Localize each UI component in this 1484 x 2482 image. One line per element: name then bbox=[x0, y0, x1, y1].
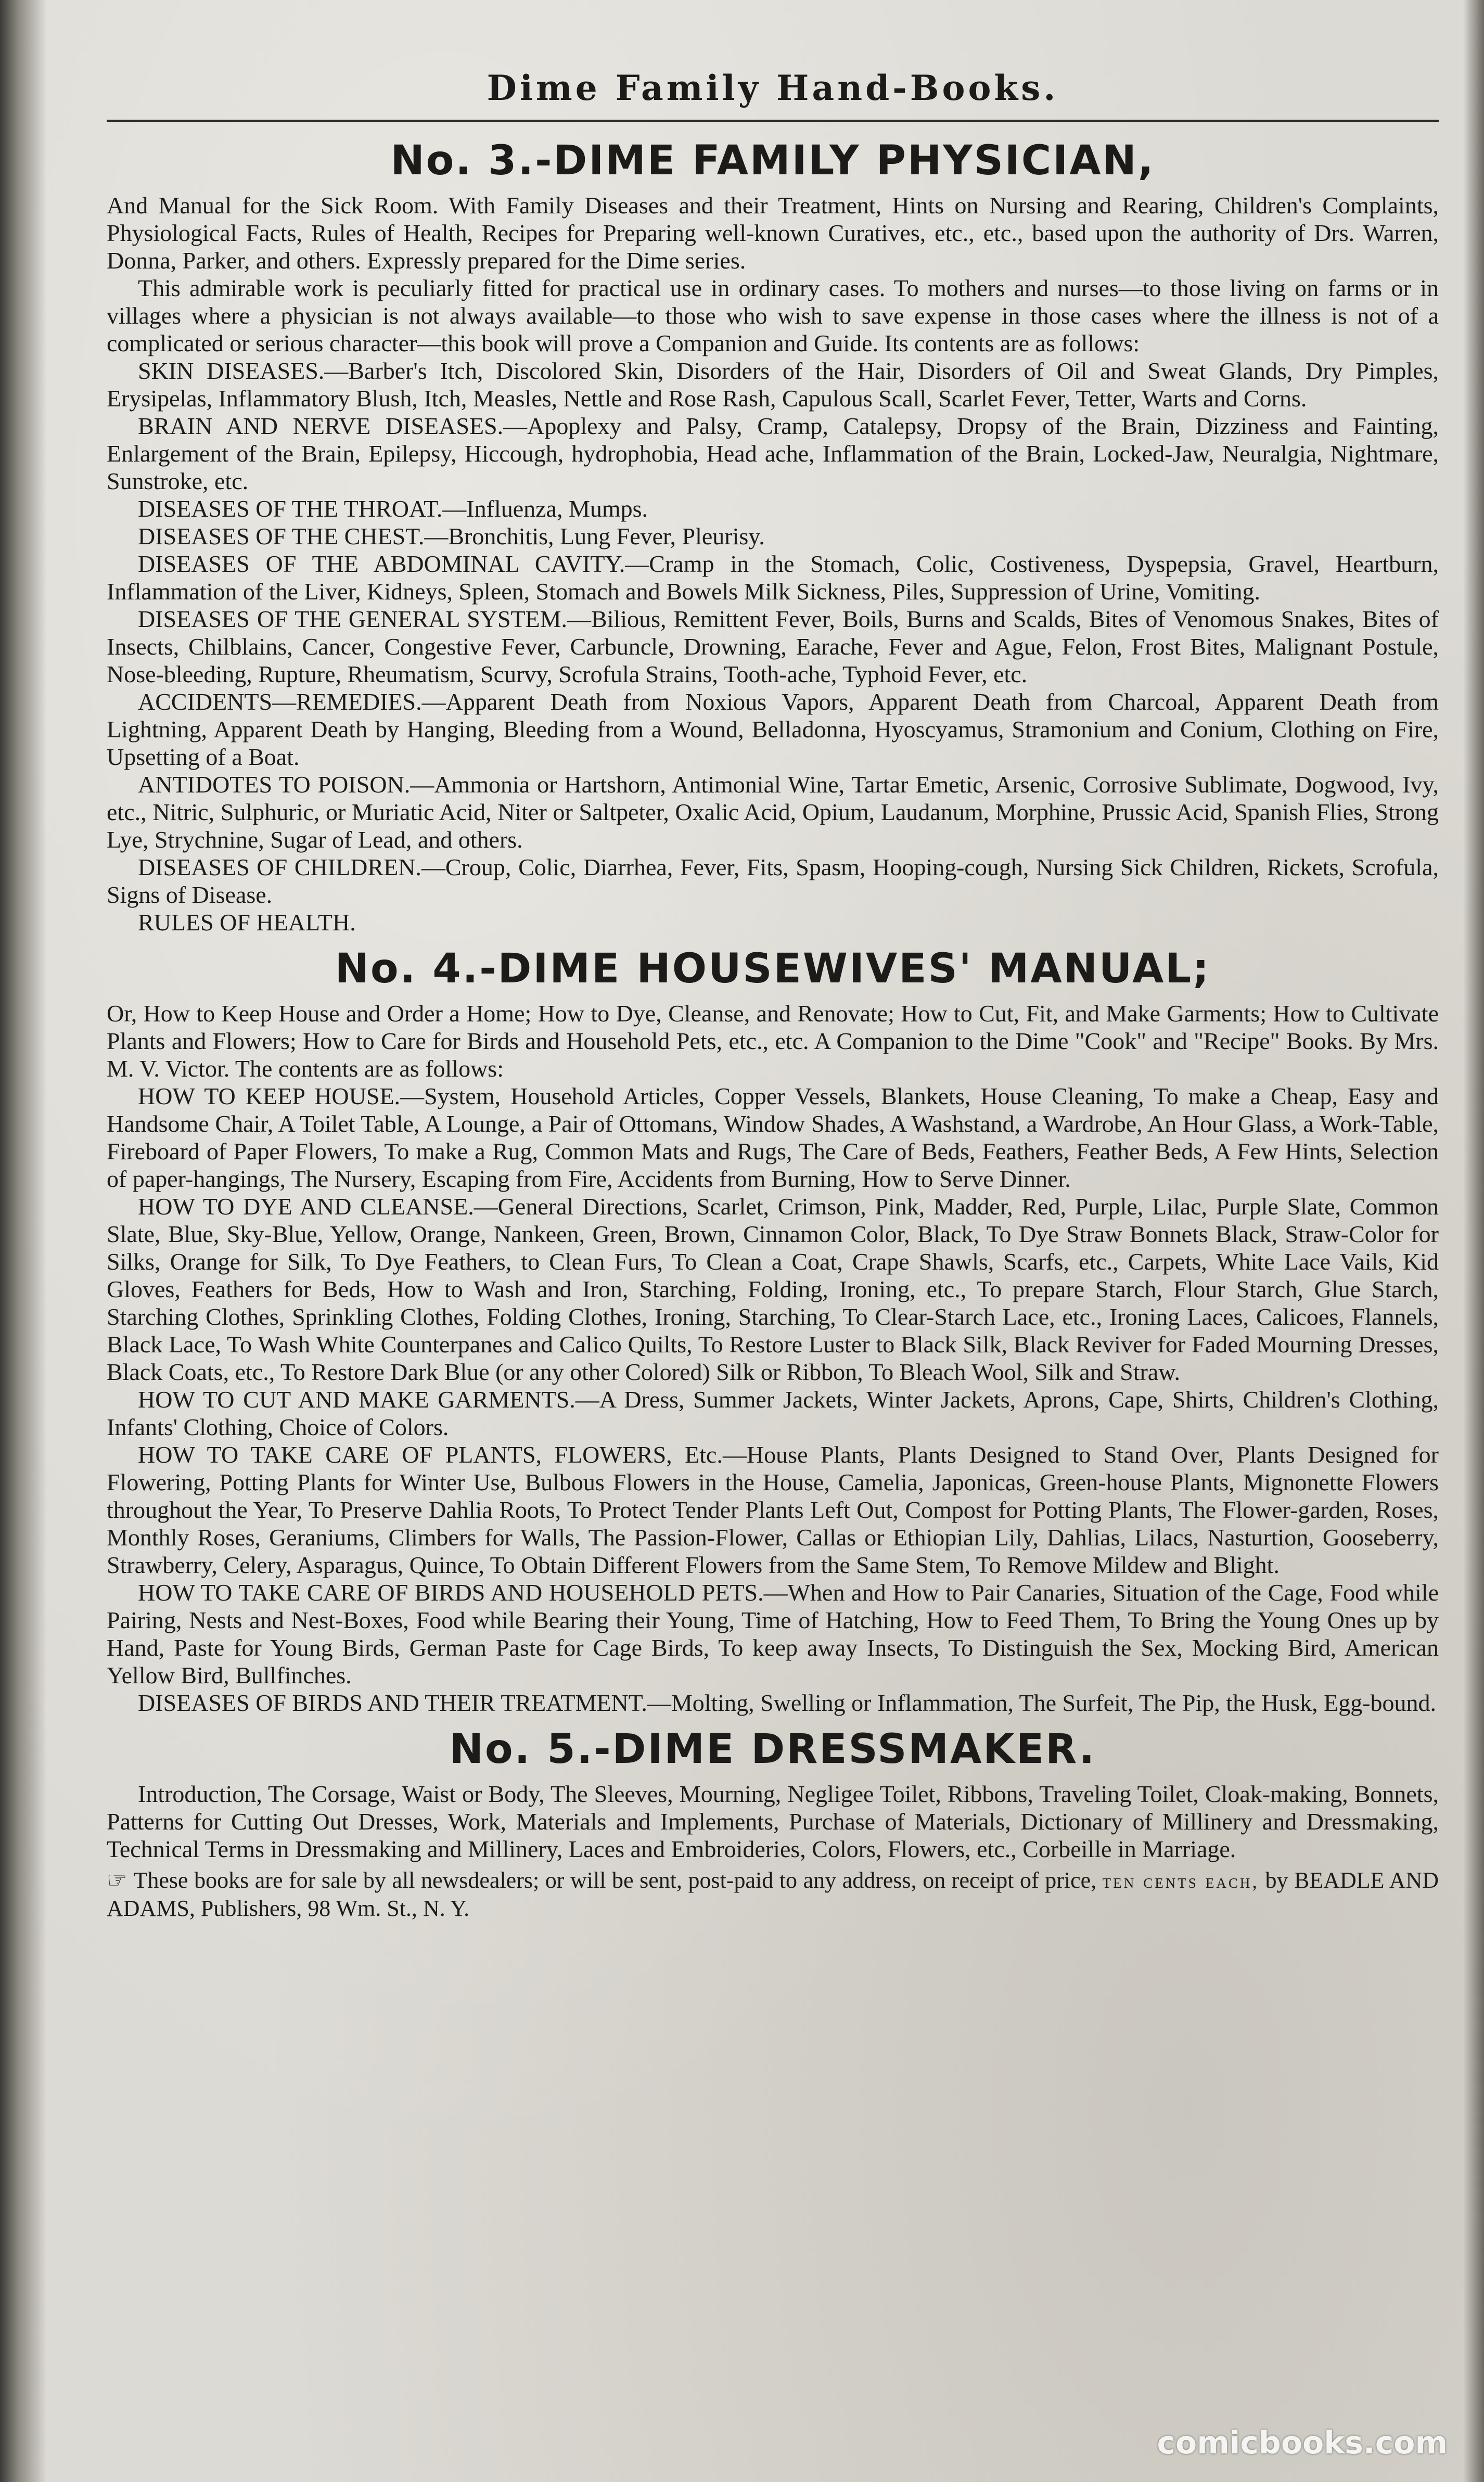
list-item: DISEASES OF THE CHEST.—Bronchitis, Lung Fever, Pleurisy. bbox=[138, 523, 765, 549]
list-item: BRAIN AND NERVE DISEASES.—Apoplexy and Palsy, Cramp, Catalepsy, Dropsy of the Brain, Dizziness and Fainting, Enlargement of the Brain, Epilepsy, Hiccough, hydrophobia, Head ache, Inflammation of the Brain, Locked-Jaw, Neuralgia, Nightmare, Sunstroke, etc. bbox=[107, 413, 1439, 494]
footer-notice bbox=[107, 1867, 1439, 1922]
list-item: HOW TO KEEP HOUSE.—System, Household Articles, Copper Vessels, Blankets, House Cleaning, To make a Cheap, Easy and Handsome Chair, A Toilet Table, A Lounge, a Pair of Ottomans, Window Shades, A Washstand, a Wardrobe, An Hour Glass, a Work-Table, Fireboard of Paper Flowers, To make a Rug, Common Mats and Rugs, The Care of Beds, Feathers, Feather Beds, A Few Hints, Selection of paper-hangings, The Nursery, Escaping from Fire, Accidents from Burning, How to Serve Dinner. bbox=[107, 1083, 1439, 1192]
page-edge-right bbox=[1463, 0, 1484, 2482]
footer-text-before: These books are for sale by all newsdealers; or will be sent, post-paid to any address, on receipt of price, bbox=[133, 1867, 1097, 1893]
section-dressmaker bbox=[107, 1726, 1439, 1863]
footer-text-after: by BEADLE AND ADAMS, Publishers, 98 Wm. St., N. Y. bbox=[107, 1867, 1439, 1921]
section-intro: This admirable work is peculiarly fitted for practical use in ordinary cases. To mothers and nurses—to those living on farms or in villages where a physician is not always available—to those who wish to save expense in those cases where the illness is not of a complicated or serious character—this book will prove a Companion and Guide. Its contents are as follows: bbox=[107, 275, 1439, 356]
section-family-physician bbox=[107, 137, 1439, 936]
section-intro: Introduction, The Corsage, Waist or Body, The Sleeves, Mourning, Negligee Toilet, Ribbons, Traveling Toilet, Cloak-making, Bonnets, Patterns for Cutting Out Dresses, Work, Materials and Implements, Purchase of Materials, Dictionary of Millinery and Dressmaking, Technical Terms in Dressmaking and Millinery, Laces and Embroideries, Colors, Flowers, etc., Corbeille in Marriage. bbox=[107, 1781, 1439, 1862]
section-intro: Or, How to Keep House and Order a Home; How to Dye, Cleanse, and Renovate; How to Cut, Fit, and Make Garments; How to Cultivate Plants and Flowers; How to Care for Birds and Household Pets, etc., etc. A Companion to the Dime "Cook" and "Recipe" Books. By Mrs. M. V. Victor. The contents are as follows: bbox=[107, 1000, 1439, 1082]
list-item: DISEASES OF THE THROAT.—Influenza, Mumps. bbox=[138, 495, 648, 522]
text-column bbox=[107, 68, 1439, 1922]
list-item: HOW TO CUT AND MAKE GARMENTS.—A Dress, Summer Jackets, Winter Jackets, Aprons, Cape, Shirts, Children's Clothing, Infants' Clothing, Choice of Colors. bbox=[107, 1386, 1439, 1440]
watermark: comicbooks.com bbox=[1157, 2425, 1448, 2461]
list-item: DISEASES OF CHILDREN.—Croup, Colic, Diarrhea, Fever, Fits, Spasm, Hooping-cough, Nursing Sick Children, Rickets, Scrofula, Signs of Disease. bbox=[107, 854, 1439, 908]
list-item: RULES OF HEALTH. bbox=[138, 909, 356, 936]
list-item: SKIN DISEASES.—Barber's Itch, Discolored Skin, Disorders of the Hair, Disorders of Oil and Sweat Glands, Dry Pimples, Erysipelas, Inflammatory Blush, Itch, Measles, Nettle and Rose Rash, Capulous Scall, Scarlet Fever, Tetter, Warts and Corns. bbox=[107, 357, 1439, 412]
binding-shadow-left bbox=[0, 0, 47, 2482]
section-intro: And Manual for the Sick Room. With Family Diseases and their Treatment, Hints on Nursing and Rearing, Children's Complaints, Physiological Facts, Rules of Health, Recipes for Preparing well-known Curatives, etc., etc., based upon the authority of Drs. Warren, Donna, Parker, and others. Expressly prepared for the Dime series. bbox=[107, 192, 1439, 274]
section-title: No. 5.-DIME DRESSMAKER. bbox=[449, 1726, 1096, 1773]
list-item: DISEASES OF THE GENERAL SYSTEM.—Bilious, Remittent Fever, Boils, Burns and Scalds, Bites of Venomous Snakes, Bites of Insects, Chilblains, Cancer, Congestive Fever, Carbuncle, Drowning, Earache, Fever and Ague, Felon, Frost Bites, Malignant Postule, Nose-bleeding, Rupture, Rheumatism, Scurvy, Scrofula Strains, Tooth-ache, Typhoid Fever, etc. bbox=[107, 606, 1439, 687]
header-rule bbox=[107, 120, 1439, 122]
footer-price: ten cents each, bbox=[1102, 1871, 1259, 1892]
pointing-hand-icon: ☞ bbox=[107, 1867, 127, 1893]
list-item: DISEASES OF BIRDS AND THEIR TREATMENT.—Molting, Swelling or Inflammation, The Surfeit, The Pip, the Husk, Egg-bound. bbox=[138, 1690, 1437, 1716]
section-housewives-manual bbox=[107, 945, 1439, 1717]
list-item: HOW TO TAKE CARE OF PLANTS, FLOWERS, Etc.—House Plants, Plants Designed to Stand Over, Plants Designed for Flowering, Potting Plants for Winter Use, Bulbous Flowers in the House, Camelia, Japonicas, Green-house Plants, Mignonette Flowers throughout the Year, To Preserve Dahlia Roots, To Protect Tender Plants Left Out, Compost for Potting Plants, The Flower-garden, Roses, Monthly Roses, Geraniums, Climbers for Walls, The Passion-Flower, Callas or Ethiopian Lily, Dahlias, Lilacs, Nasturtion, Gooseberry, Strawberry, Celery, Asparagus, Quince, To Obtain Different Flowers from the Same Stem, To Remove Mildew and Blight. bbox=[107, 1441, 1439, 1578]
page-header: Dime Family Hand-Books. bbox=[487, 68, 1059, 108]
section-title: No. 3.-DIME FAMILY PHYSICIAN, bbox=[390, 137, 1155, 184]
section-title: No. 4.-DIME HOUSEWIVES' MANUAL; bbox=[335, 945, 1211, 992]
list-item: ACCIDENTS—REMEDIES.—Apparent Death from Noxious Vapors, Apparent Death from Charcoal, Apparent Death from Lightning, Apparent Death by Hanging, Bleeding from a Wound, Belladonna, Hyoscyamus, Stramonium and Conium, Clothing on Fire, Upsetting of a Boat. bbox=[107, 688, 1439, 770]
list-item: ANTIDOTES TO POISON.—Ammonia or Hartshorn, Antimonial Wine, Tartar Emetic, Arsenic, Corrosive Sublimate, Dogwood, Ivy, etc., Nitric, Sulphuric, or Muriatic Acid, Niter or Saltpeter, Oxalic Acid, Opium, Laudanum, Morphine, Prussic Acid, Spanish Flies, Strong Lye, Strychnine, Sugar of Lead, and others. bbox=[107, 771, 1439, 853]
list-item: HOW TO DYE AND CLEANSE.—General Directions, Scarlet, Crimson, Pink, Madder, Red, Purple, Lilac, Purple Slate, Common Slate, Blue, Sky-Blue, Yellow, Orange, Nankeen, Green, Brown, Cinnamon Color, Black, To Dye Straw Bonnets Black, Straw-Color for Silks, Orange for Silk, To Dye Feathers, to Clean Furs, To Clean a Coat, Crape Shawls, Scarfs, etc., Carpets, White Lace Vails, Kid Gloves, Feathers for Beds, How to Wash and Iron, Starching, Folding, Ironing, etc., To prepare Starch, Flour Starch, Glue Starch, Starching Clothes, Sprinkling Clothes, Folding Clothes, Ironing, Starching, To Clear-Starch Lace, etc., Ironing Laces, Calicoes, Flannels, Black Lace, To Wash White Counterpanes and Calico Quilts, To Restore Luster to Black Silk, Black Reviver for Faded Mourning Dresses, Black Coats, etc., To Restore Dark Blue (or any other Colored) Silk or Ribbon, To Bleach Wool, Silk and Straw. bbox=[107, 1193, 1439, 1385]
list-item: DISEASES OF THE ABDOMINAL CAVITY.—Cramp in the Stomach, Colic, Costiveness, Dyspepsia, Gravel, Heartburn, Inflammation of the Liver, Kidneys, Spleen, Stomach and Bowels Milk Sickness, Piles, Suppression of Urine, Vomiting. bbox=[107, 551, 1439, 605]
list-item: HOW TO TAKE CARE OF BIRDS AND HOUSEHOLD PETS.—When and How to Pair Canaries, Situation of the Cage, Food while Pairing, Nests and Nest-Boxes, Food while Bearing their Young, Time of Hatching, How to Feed Them, To Bring the Young Ones up by Hand, Paste for Young Birds, German Paste for Cage Birds, To keep away Insects, To Distinguish the Sex, Mocking Bird, American Yellow Bird, Bullfinches. bbox=[107, 1579, 1439, 1688]
